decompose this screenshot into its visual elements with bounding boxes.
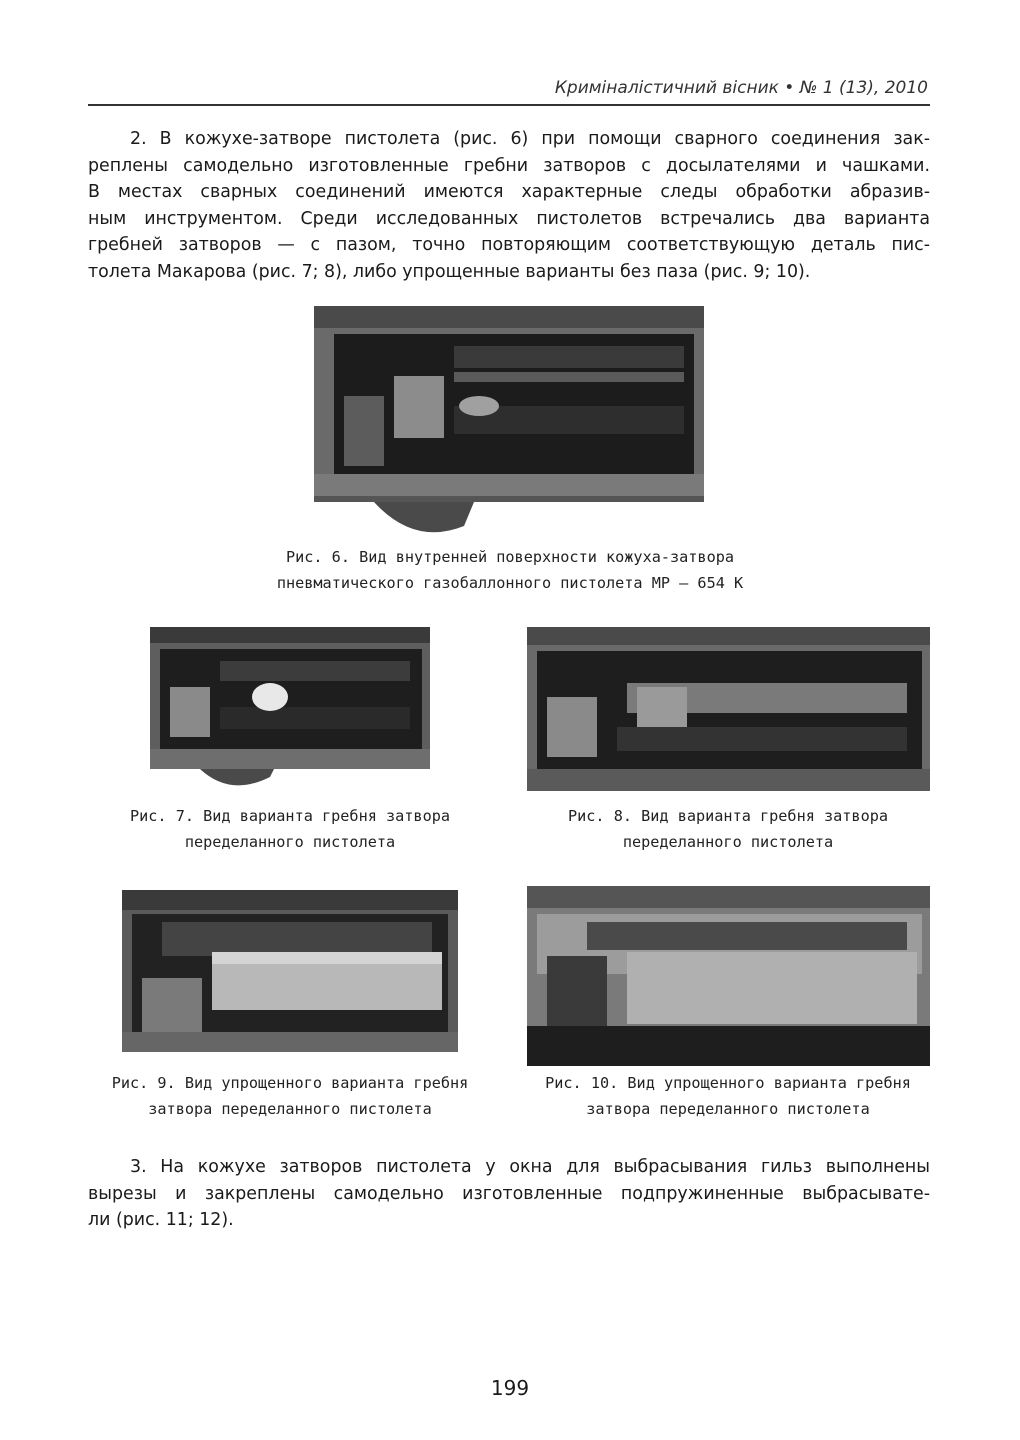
paragraph-line: реплены самодельно изготовленные гребни затворов с досылателями и чашками.: [88, 155, 930, 176]
caption-line: переделанного пистолета: [184, 833, 396, 851]
page-number: 199: [490, 1376, 530, 1400]
figure-9-caption: [80, 1070, 500, 1122]
paragraph-line: В местах сварных соединений имеются характерные следы обработки абразив-: [88, 182, 930, 202]
caption-line: Рис. 10. Вид упрощенного варианта гребня: [545, 1074, 911, 1092]
paragraph-line: 2. В кожухе-затворе пистолета (рис. 6) при помощи сварного соединения зак-: [130, 129, 930, 149]
figure-6-photo: [314, 306, 704, 540]
caption-line: затвора переделанного пистолета: [586, 1100, 870, 1118]
paragraph-3: [88, 1154, 930, 1234]
paragraph-line: гребней затворов — с пазом, точно повторяющим соответствующую деталь пис-: [88, 235, 930, 255]
figure-10-caption: [508, 1070, 948, 1122]
caption-line: переделанного пистолета: [622, 833, 834, 851]
figure-7-caption: [100, 803, 480, 855]
paragraph-line: 3. На кожухе затворов пистолета у окна для выбрасывания гильз выполнены: [130, 1157, 930, 1177]
figure-8-caption: [538, 803, 918, 855]
paragraph-2: [88, 126, 930, 285]
figure-10-photo: [527, 886, 930, 1066]
paragraph-line: вырезы и закреплены самодельно изготовленные подпружиненные выбрасывате-: [88, 1183, 930, 1204]
figure-8-photo: [527, 627, 930, 791]
paragraph-line: ли (рис. 11; 12).: [88, 1210, 234, 1230]
journal-title: Криміналістичний вісник • № 1 (13), 2010: [554, 78, 928, 98]
paragraph-line: ным инструментом. Среди исследованных пистолетов встречались два варианта: [88, 208, 930, 229]
figure-7-photo: [150, 627, 430, 789]
caption-line: Рис. 9. Вид упрощенного варианта гребня: [111, 1074, 469, 1092]
caption-line: пневматического газобаллонного пистолета МР – 654 К: [276, 574, 744, 592]
caption-line: Рис. 6. Вид внутренней поверхности кожуха-затвора: [285, 548, 735, 566]
figure-6-caption: [200, 544, 820, 596]
caption-line: Рис. 8. Вид варианта гребня затвора: [567, 807, 889, 825]
running-header: [88, 74, 930, 106]
caption-line: Рис. 7. Вид варианта гребня затвора: [129, 807, 451, 825]
figure-9-photo: [122, 890, 458, 1052]
paragraph-line: толета Макарова (рис. 7; 8), либо упрощенные варианты без паза (рис. 9; 10).: [88, 261, 811, 282]
caption-line: затвора переделанного пистолета: [148, 1100, 432, 1118]
